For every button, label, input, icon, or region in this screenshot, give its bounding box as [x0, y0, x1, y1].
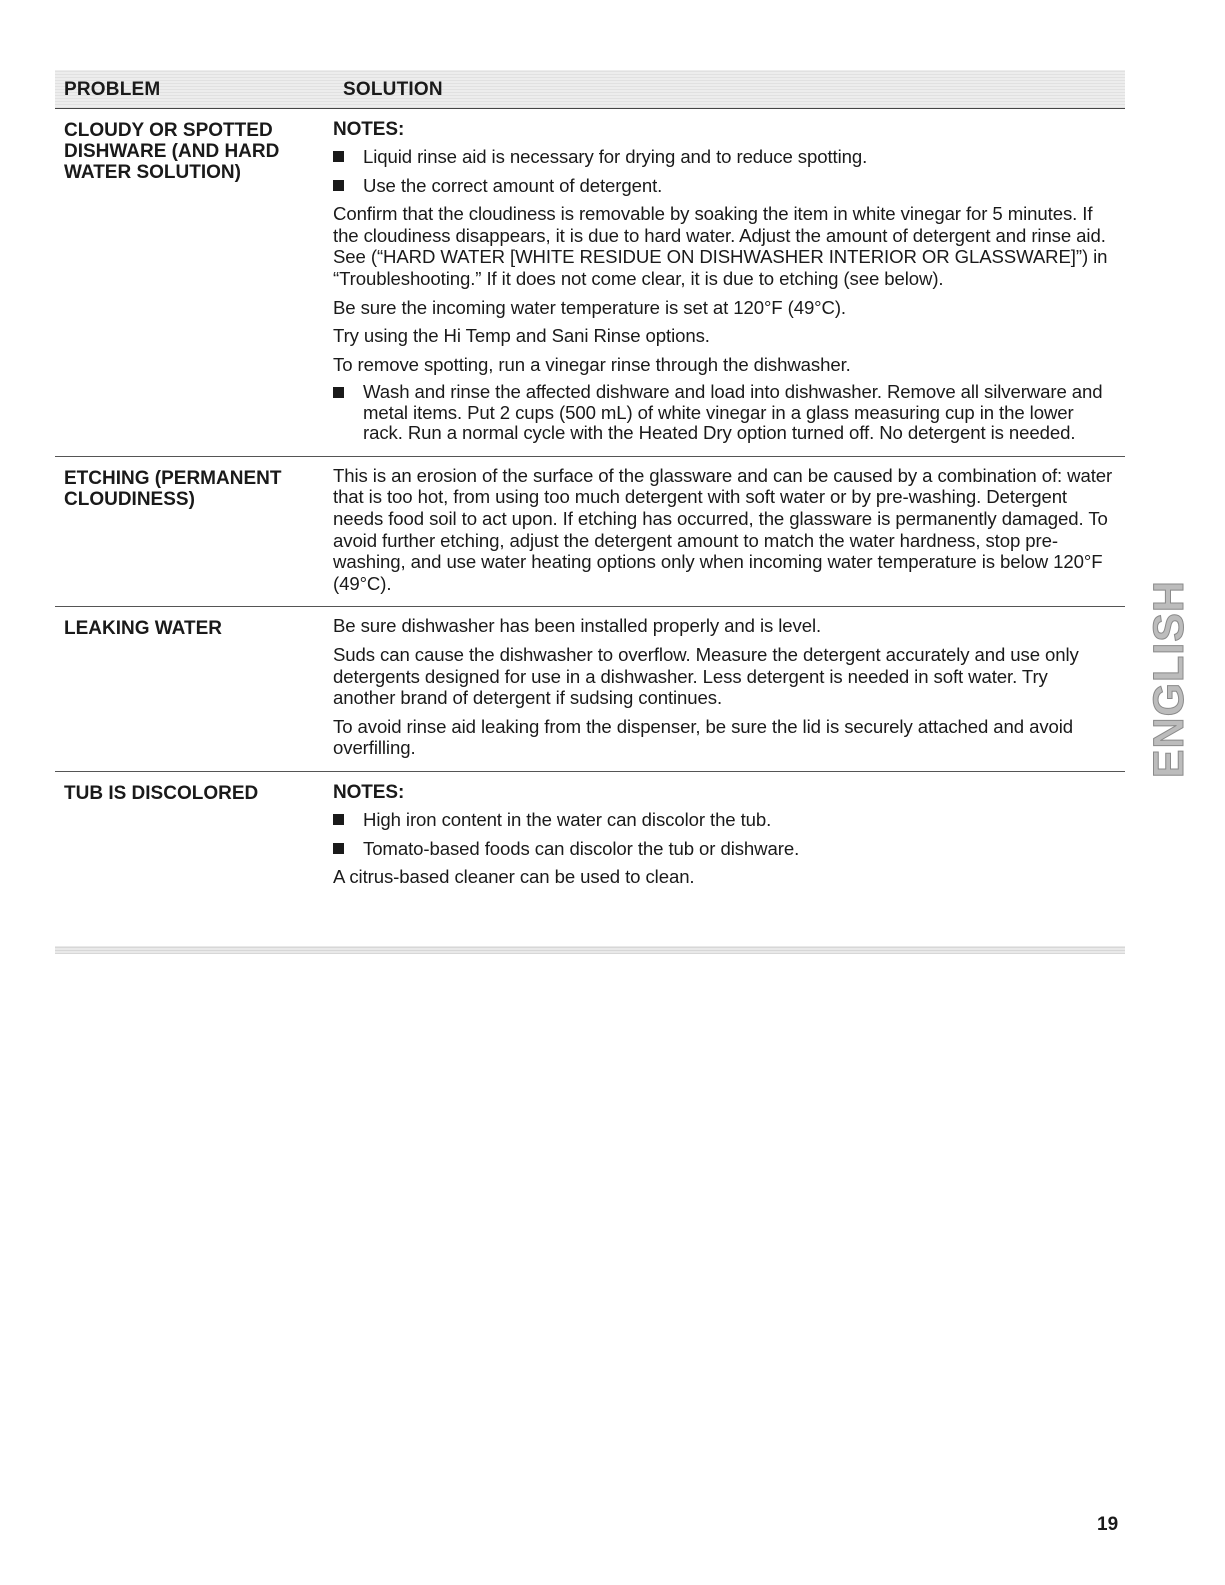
notes-label: NOTES: — [333, 119, 405, 140]
header-solution: SOLUTION — [343, 79, 443, 100]
solution-paragraph: A citrus-based cleaner can be used to clean. — [333, 866, 695, 888]
table-row — [55, 607, 1125, 772]
problem-cell: TUB IS DISCOLORED — [64, 782, 259, 804]
solution-paragraph: To remove spotting, run a vinegar rinse through the dishwasher. — [333, 353, 851, 375]
table-header — [55, 70, 1125, 109]
language-side-tab — [1144, 566, 1193, 792]
list-item — [333, 809, 1115, 831]
solution-cell — [333, 615, 1115, 761]
list-item — [333, 175, 1115, 197]
problem-cell: ETCHING (PERMANENT CLOUDINESS) — [64, 467, 282, 510]
solution-paragraph: Be sure the incoming water temperature is set at 120°F (49°C). — [333, 296, 847, 318]
bullet-text: High iron content in the water can discolor the tub. — [363, 808, 772, 830]
table-row — [55, 772, 1125, 898]
bullet-text: Use the correct amount of detergent. — [363, 174, 663, 196]
bullet-text: Tomato-based foods can discolor the tub or dishware. — [363, 837, 800, 859]
solution-paragraph: This is an erosion of the surface of the glassware and can be caused by a combination of: water that is too hot, from using too much detergent with soft water or by pre-washing. Detergent needs food soil to act upon. If etching has occurred, the glassware is permanently damaged. To avoid further etching, adjust the detergent amount to match the water hardness, stop pre-washing, and use water heating options only when incoming water temperature is below 120°F (49°C). — [333, 464, 1113, 594]
solution-paragraph: Suds can cause the dishwasher to overflow. Measure the detergent accurately and use only detergents designed for use in a dishwasher. Less detergent is needed in soft water. Try another brand of detergent if sudsing continues. — [333, 644, 1079, 709]
bullet-square-icon — [333, 814, 344, 825]
bullet-square-icon — [333, 180, 344, 191]
bullet-square-icon — [333, 387, 344, 398]
bullet-text: Liquid rinse aid is necessary for drying and to reduce spotting. — [363, 146, 868, 167]
solution-paragraph: Be sure dishwasher has been installed properly and is level. — [333, 615, 822, 637]
solution-paragraph: Try using the Hi Temp and Sani Rinse options. — [333, 325, 710, 347]
solution-cell — [333, 465, 1115, 597]
problem-cell: LEAKING WATER — [64, 618, 222, 640]
table-row — [55, 457, 1125, 608]
problem-cell: CLOUDY OR SPOTTED DISHWARE (AND HARD WATER SOLUTION) — [64, 120, 280, 183]
list-item — [333, 838, 1115, 860]
bullet-square-icon — [333, 151, 344, 162]
page-number: 19 — [1097, 1514, 1119, 1535]
list-item — [333, 146, 1115, 168]
solution-cell — [333, 117, 1115, 446]
table-row — [55, 109, 1125, 457]
language-tab-label: ENGLISH — [1144, 579, 1193, 779]
notes-label: NOTES: — [333, 781, 405, 803]
solution-cell — [333, 780, 1115, 888]
header-problem: PROBLEM — [64, 79, 161, 100]
bullet-text: Wash and rinse the affected dishware and load into dishwasher. Remove all silverware and metal items. Put 2 cups (500 mL) of white vinegar in a glass measuring cup in the lower rack. Run a normal cycle with the Heated Dry option turned off. No detergent is needed. — [363, 381, 1103, 444]
solution-paragraph: To avoid rinse aid leaking from the dispenser, be sure the lid is securely attached and avoid overfilling. — [333, 715, 1074, 759]
troubleshooting-table — [55, 70, 1125, 898]
list-item — [333, 382, 1115, 444]
bullet-square-icon — [333, 843, 344, 854]
table-footer-band — [55, 946, 1125, 954]
solution-paragraph: Confirm that the cloudiness is removable by soaking the item in white vinegar for 5 minutes. If the cloudiness disappears, it is due to hard water. Adjust the amount of detergent and rinse aid. See (“HARD WATER [WHITE RESIDUE ON DISHWASHER INTERIOR OR GLASSWARE]”) in “Troubleshooting.” If it does not come clear, it is due to etching (see below). — [333, 203, 1108, 289]
